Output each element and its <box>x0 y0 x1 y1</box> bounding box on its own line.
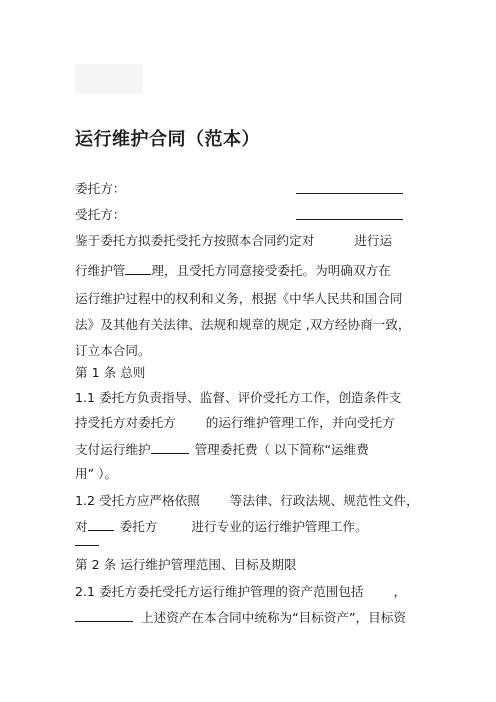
fill-blank <box>151 441 189 454</box>
preamble-text: 行维护管 <box>75 263 126 278</box>
article-2-heading: 第 2 条 运行维护管理范围、目标及期限 <box>75 557 297 572</box>
fill-blank <box>125 262 151 275</box>
preamble-line-5: 订立本合同。 <box>75 343 151 358</box>
article-1-heading: 第 1 条 总则 <box>75 365 146 380</box>
preamble-line-4: 法》及其他有关法律、法规和规章的规定 ,双方经协商一致， <box>75 317 411 332</box>
preamble-text: 鉴于委托方拟委托受托方按照本合同约定对 <box>75 233 315 248</box>
clause-2-1-line-2 <box>75 609 406 626</box>
clause-1-1-line-4: 用” ）。 <box>75 466 118 481</box>
clause-text: 对 <box>75 519 88 534</box>
clause-1-1-line-2 <box>75 415 395 431</box>
preamble-line-1 <box>75 233 392 249</box>
fill-blank <box>75 545 99 546</box>
clause-text: ， <box>393 584 407 599</box>
clause-1-1-line-1: 1.1 委托方负责指导、监督、评价受托方工作，创造条件支 <box>75 390 402 405</box>
clause-text: 2.1 委托方委托受托方运行维护管理的资产范围包括 <box>75 584 364 599</box>
clause-text: 委托方 <box>119 519 158 534</box>
clause-1-1-line-3 <box>75 441 369 458</box>
clause-text: 的运行维护管理工作，并向受托方 <box>205 415 395 430</box>
clause-text: 支付运行维护 <box>75 442 151 457</box>
preamble-line-2 <box>75 262 391 279</box>
preamble-line-3: 运行维护过程中的权利和义务，根据《中华人民共和国合同 <box>75 291 403 306</box>
clause-text: 持受托方对委托方 <box>75 415 176 430</box>
trustee-label: 受托方： <box>75 207 126 222</box>
client-line <box>75 181 125 197</box>
clause-1-2-line-2 <box>75 518 368 535</box>
clause-text: 上述资产在本合同中统称为“目标资产”，目标资 <box>141 610 406 625</box>
fill-blank <box>88 518 114 531</box>
clause-text: 等法律、行政法规、规范性文件， <box>229 493 419 508</box>
trustee-blank <box>296 219 403 220</box>
preamble-text: 理，且受托方同意接受委托。为明确双方在 <box>151 263 391 278</box>
clause-text: 管理委托费（ 以下简称“运维费 <box>194 442 369 457</box>
clause-2-1-line-1 <box>75 584 406 600</box>
logo-placeholder <box>75 64 143 94</box>
trustee-line <box>75 207 125 223</box>
preamble-text: 进行运 <box>354 233 393 248</box>
clause-text: 1.2 受托方应严格依照 <box>75 493 200 508</box>
page-title: 运行维护合同（范本） <box>75 129 260 150</box>
fill-blank <box>75 609 133 622</box>
clause-1-2-line-1 <box>75 493 419 509</box>
client-label: 委托方： <box>75 181 126 196</box>
client-blank <box>296 193 403 194</box>
clause-text: 进行专业的运行维护管理工作。 <box>191 519 368 534</box>
